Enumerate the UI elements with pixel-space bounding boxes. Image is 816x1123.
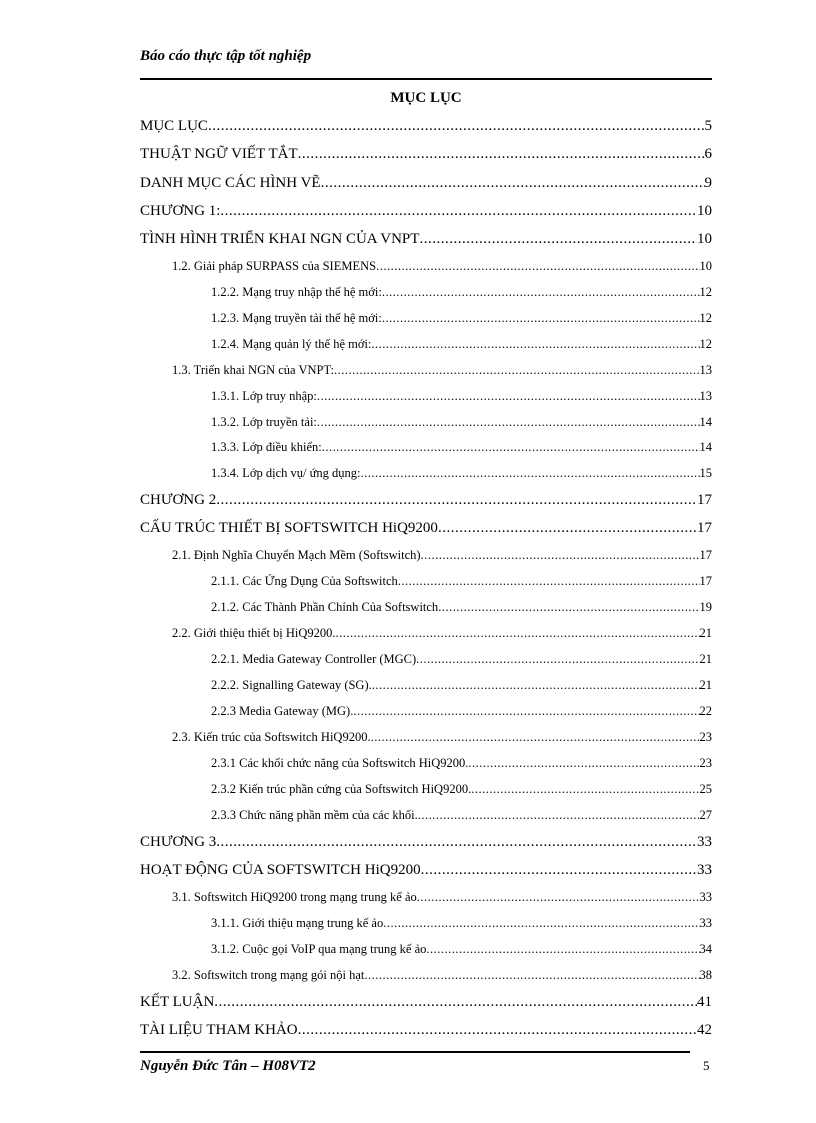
toc-entry[interactable]: 1.2.2. Mạng truy nhập thế hệ mới: ..... 12: [211, 286, 712, 299]
toc-entry[interactable]: HOẠT ĐỘNG CỦA SOFTSWITCH HiQ9200 ..... 33: [140, 863, 712, 878]
toc-entry[interactable]: 1.3. Triển khai NGN của VNPT: ..... 13: [172, 364, 712, 377]
toc-entry[interactable]: TÌNH HÌNH TRIỂN KHAI NGN CỦA VNPT ..... 10: [140, 232, 712, 247]
toc-entry[interactable]: 1.3.2. Lớp truyền tải: ..... 14: [211, 416, 712, 429]
toc-entry[interactable]: CẤU TRÚC THIẾT BỊ SOFTSWITCH HiQ9200 ..... 17: [140, 521, 712, 536]
toc-entry[interactable]: MỤC LỤC ..... 5: [140, 119, 712, 134]
toc-entry[interactable]: 2.1.1. Các Ứng Dụng Của Softswitch ..... 17: [211, 575, 712, 588]
toc-entry[interactable]: 2.3.3 Chức năng phần mềm của các khối. ..... 27: [211, 809, 712, 822]
toc-entry[interactable]: 2.2.1. Media Gateway Controller (MGC) ..... 21: [211, 653, 712, 666]
toc-entry[interactable]: 1.2. Giải pháp SURPASS của SIEMENS ..... 10: [172, 260, 712, 273]
toc-entry[interactable]: CHƯƠNG 2 ..... 17: [140, 493, 712, 508]
page-header-title: Báo cáo thực tập tốt nghiệp: [140, 48, 312, 64]
toc-entry[interactable]: 2.1. Định Nghĩa Chuyển Mạch Mềm (Softswitch) ..... 17: [172, 549, 712, 562]
toc-entry[interactable]: DANH MỤC CÁC HÌNH VẼ ..... 9: [140, 176, 712, 191]
toc-entry[interactable]: CHƯƠNG 3 ..... 33: [140, 835, 712, 850]
toc-entry[interactable]: TÀI LIỆU THAM KHẢO ..... 42: [140, 1023, 712, 1038]
toc-entry[interactable]: 2.2.2. Signalling Gateway (SG). ..... 21: [211, 679, 712, 692]
toc-entry[interactable]: THUẬT NGỮ VIẾT TẮT ..... 6: [140, 147, 712, 162]
toc-heading: MỤC LỤC: [390, 90, 462, 106]
toc-entry[interactable]: 1.3.3. Lớp điều khiển: ..... 14: [211, 441, 712, 454]
toc-entry[interactable]: KẾT LUẬN ..... 41: [140, 995, 712, 1010]
toc-entry[interactable]: 1.2.4. Mạng quản lý thế hệ mới: ..... 12: [211, 338, 712, 351]
toc-entry[interactable]: 3.2. Softswitch trong mạng gói nội hạt ..... 38: [172, 969, 712, 982]
toc-entry[interactable]: 3.1. Softswitch HiQ9200 trong mạng trung kế ảo ..... 33: [172, 891, 712, 904]
footer-rule: [140, 1051, 690, 1053]
toc-entry[interactable]: 2.1.2. Các Thành Phần Chính Của Softswitch ..... 19: [211, 601, 712, 614]
toc-entry[interactable]: 1.2.3. Mạng truyền tải thế hệ mới: ..... 12: [211, 312, 712, 325]
page-number: 5: [703, 1058, 710, 1073]
toc-entry[interactable]: 3.1.2. Cuộc gọi VoIP qua mạng trung kế ảo ..... 34: [211, 943, 712, 956]
toc-entry[interactable]: 2.2.3 Media Gateway (MG). ..... 22: [211, 705, 712, 718]
toc-entry[interactable]: 1.3.4. Lớp dịch vụ/ ứng dụng: ..... 15: [211, 467, 712, 480]
footer-author: Nguyễn Đức Tân – H08VT2: [140, 1058, 316, 1074]
toc-entry[interactable]: 2.2. Giới thiệu thiết bị HiQ9200. ..... 21: [172, 627, 712, 640]
toc-entry[interactable]: 1.3.1. Lớp truy nhập: ..... 13: [211, 390, 712, 403]
toc-entry[interactable]: 2.3.2 Kiến trúc phần cứng của Softswitch HiQ9200. ..... 25: [211, 783, 712, 796]
toc-entry[interactable]: CHƯƠNG 1: ..... 10: [140, 204, 712, 219]
toc-entry[interactable]: 2.3. Kiến trúc của Softswitch HiQ9200. ..... 23: [172, 731, 712, 744]
toc-entry[interactable]: 3.1.1. Giới thiệu mạng trung kế ảo ..... 33: [211, 917, 712, 930]
toc-entry[interactable]: 2.3.1 Các khối chức năng của Softswitch HiQ9200. ..... 23: [211, 757, 712, 770]
